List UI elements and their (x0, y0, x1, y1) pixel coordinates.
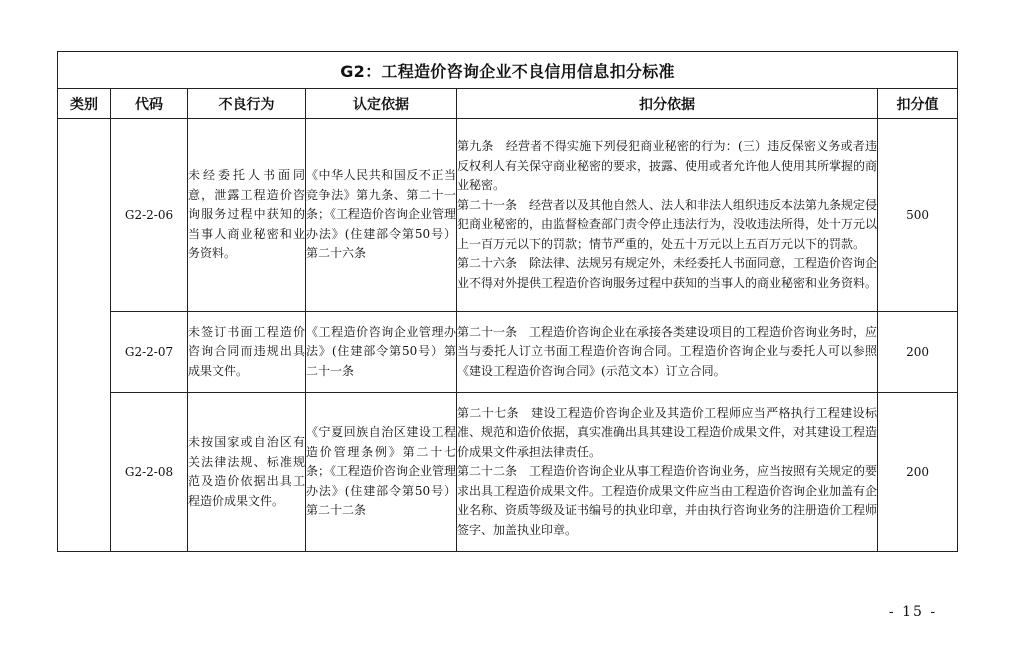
behavior-cell: 未经委托人书面同意，泄露工程造价咨询服务过程中获知的当事人商业秘密和业务资料。 (188, 119, 306, 312)
category-cell (58, 119, 111, 552)
deduction-cell (457, 119, 878, 312)
deduction-paragraph: 第二十七条 建设工程造价咨询企业及其造价工程师应当严格执行工程建设标准、规范和造价依据，真实准确出具其建设工程造价成果文件，对其建设工程造价成果文件承担法律责任。 (457, 405, 878, 459)
header-code: 代码 (111, 89, 188, 119)
header-basis: 认定依据 (306, 89, 457, 119)
score-cell: 200 (878, 393, 958, 552)
header-category: 类别 (58, 89, 111, 119)
score-cell: 500 (878, 119, 958, 312)
code-cell: G2-2-06 (111, 119, 188, 312)
deduction-paragraph: 第二十一条 工程造价咨询企业在承接各类建设项目的工程造价咨询业务时，应当与委托人订立书面工程造价咨询合同。工程造价咨询企业与委托人可以参照《建设工程造价咨询合同》(示范文本）订立合同。 (457, 324, 878, 378)
deduction-paragraph: 第二十二条 工程造价咨询企业从事工程造价咨询业务，应当按照有关规定的要求出具工程造价成果文件。工程造价成果文件应当由工程造价咨询企业加盖有企业名称、资质等级及证书编号的执业印章，并由执行咨询业务的注册造价工程师签字、加盖执业印章。 (457, 464, 878, 537)
header-behavior: 不良行为 (188, 89, 306, 119)
header-row (58, 89, 958, 119)
table-row (58, 393, 958, 552)
header-score: 扣分值 (878, 89, 958, 119)
document-page (57, 51, 957, 552)
table-row (58, 119, 958, 312)
score-cell: 200 (878, 312, 958, 393)
basis-cell: 《中华人民共和国反不正当竞争法》第九条、第二十一条；《工程造价咨询企业管理办法》(住建部令第50号）第二十六条 (306, 119, 457, 312)
code-cell: G2-2-08 (111, 393, 188, 552)
deduction-paragraph: 第二十一条 经营者以及其他自然人、法人和非法人组织违反本法第九条规定侵犯商业秘密的，由监督检查部门责令停止违法行为，没收违法所得，处十万元以上一百万元以下的罚款；情节严重的，处五十万元以上五百万元以下的罚款。 (457, 197, 878, 251)
basis-cell: 《工程造价咨询企业管理办法》(住建部令第50号）第二十一条 (306, 312, 457, 393)
deduction-paragraph: 第九条 经营者不得实施下列侵犯商业秘密的行为：(三）违反保密义务或者违反权利人有关保守商业秘密的要求，披露、使用或者允许他人使用其所掌握的商业秘密。 (457, 139, 878, 192)
deduction-cell (457, 393, 878, 552)
table-title: G2：工程造价咨询企业不良信用信息扣分标准 (58, 52, 958, 89)
basis-cell: 《宁夏回族自治区建设工程造价管理条例》第二十七条；《工程造价咨询企业管理办法》(住建部令第50号）第二十二条 (306, 393, 457, 552)
code-cell: G2-2-07 (111, 312, 188, 393)
deduction-cell (457, 312, 878, 393)
behavior-cell: 未签订书面工程造价咨询合同而违规出具成果文件。 (188, 312, 306, 393)
table-row (58, 312, 958, 393)
header-deduction-basis: 扣分依据 (457, 89, 878, 119)
deduction-paragraph: 第二十六条 除法律、法规另有规定外，未经委托人书面同意，工程造价咨询企业不得对外提供工程造价咨询服务过程中获知的当事人的商业秘密和业务资料。 (457, 256, 878, 290)
behavior-cell: 未按国家或自治区有关法律法规、标准规范及造价依据出具工程造价成果文件。 (188, 393, 306, 552)
page-number: - 15 - (888, 604, 938, 620)
deduction-standard-table (57, 51, 958, 552)
